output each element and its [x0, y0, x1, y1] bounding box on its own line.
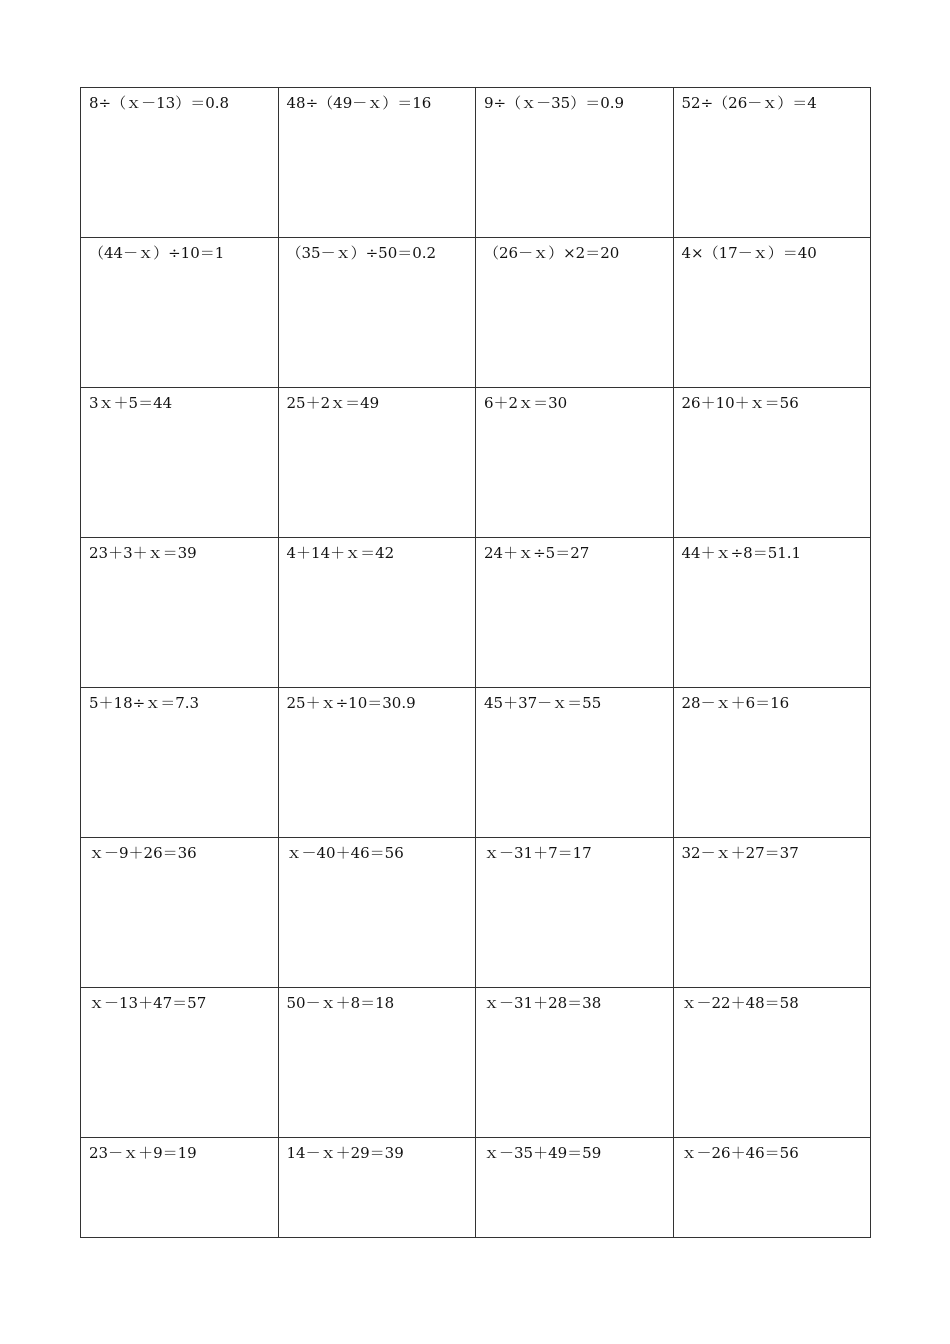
table-row: [81, 238, 871, 388]
table-row: [81, 388, 871, 538]
equation-cell: ｘ－26＋46＝56: [673, 1138, 871, 1238]
equation-cell: 9÷（ｘ－35）＝0.9: [476, 88, 674, 238]
equation-cell: （35－ｘ）÷50＝0.2: [278, 238, 476, 388]
equation-cell: 4＋14＋ｘ＝42: [278, 538, 476, 688]
equation-cell: 50－ｘ＋8＝18: [278, 988, 476, 1138]
equation-cell: 23－ｘ＋9＝19: [81, 1138, 279, 1238]
worksheet-body: [81, 88, 871, 1238]
table-row: [81, 538, 871, 688]
equation-cell: ｘ－9＋26＝36: [81, 838, 279, 988]
equation-cell: 25＋2ｘ＝49: [278, 388, 476, 538]
equation-cell: ｘ－13＋47＝57: [81, 988, 279, 1138]
equation-cell: ｘ－31＋7＝17: [476, 838, 674, 988]
equation-cell: 44＋ｘ÷8＝51.1: [673, 538, 871, 688]
equation-cell: 52÷（26－ｘ）＝4: [673, 88, 871, 238]
equation-cell: 32－ｘ＋27＝37: [673, 838, 871, 988]
equation-cell: （44－ｘ）÷10＝1: [81, 238, 279, 388]
table-row: [81, 688, 871, 838]
equation-cell: 3ｘ＋5＝44: [81, 388, 279, 538]
equation-cell: 4×（17－ｘ）＝40: [673, 238, 871, 388]
equation-cell: ｘ－40＋46＝56: [278, 838, 476, 988]
equation-cell: 6＋2ｘ＝30: [476, 388, 674, 538]
table-row: [81, 838, 871, 988]
equation-cell: ｘ－35＋49＝59: [476, 1138, 674, 1238]
equation-cell: 25＋ｘ÷10＝30.9: [278, 688, 476, 838]
equation-cell: 5＋18÷ｘ＝7.3: [81, 688, 279, 838]
equation-cell: 24＋ｘ÷5＝27: [476, 538, 674, 688]
equation-cell: ｘ－22＋48＝58: [673, 988, 871, 1138]
equation-cell: 45＋37－ｘ＝55: [476, 688, 674, 838]
table-row: [81, 988, 871, 1138]
equation-cell: 8÷（ｘ－13）＝0.8: [81, 88, 279, 238]
equation-cell: 23＋3＋ｘ＝39: [81, 538, 279, 688]
equation-cell: ｘ－31＋28＝38: [476, 988, 674, 1138]
equation-cell: 48÷（49－ｘ）＝16: [278, 88, 476, 238]
equation-cell: 26＋10＋ｘ＝56: [673, 388, 871, 538]
table-row: [81, 1138, 871, 1238]
table-row: [81, 88, 871, 238]
equation-cell: （26－ｘ）×2＝20: [476, 238, 674, 388]
equation-cell: 28－ｘ＋6＝16: [673, 688, 871, 838]
equation-worksheet-table: [80, 87, 871, 1238]
equation-cell: 14－ｘ＋29＝39: [278, 1138, 476, 1238]
